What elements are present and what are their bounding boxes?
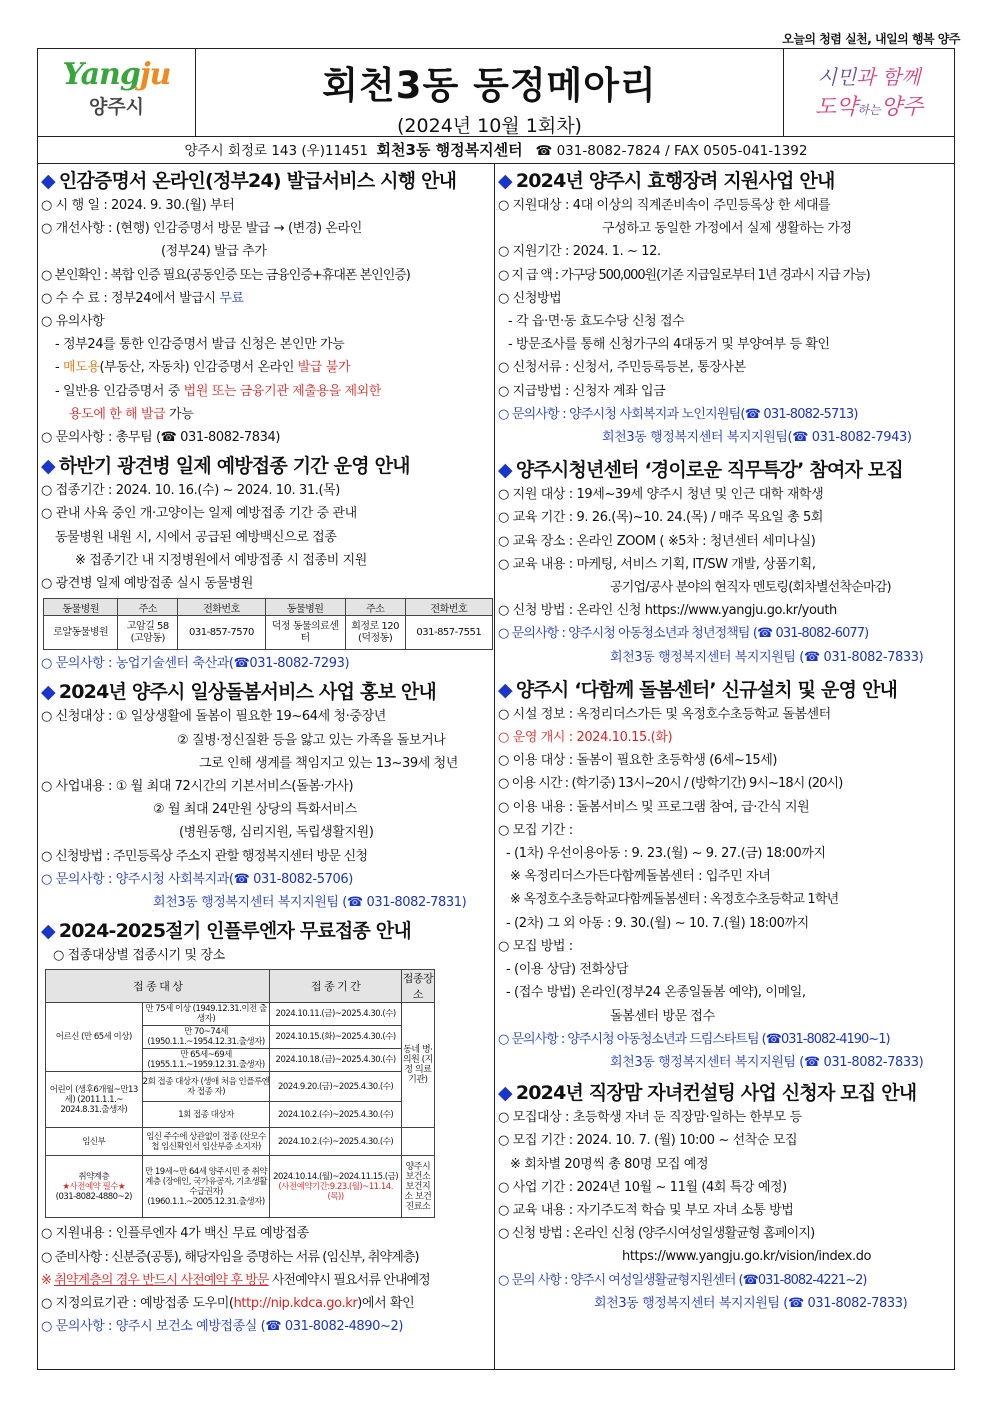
table-cell: 만 75세 이상 (1949.12.31.이전 출생자)	[142, 1003, 270, 1026]
text-line: ○ 접종기간 : 2024. 10. 16.(수) ~ 2024. 10. 31.(목)	[41, 483, 340, 499]
section-title: ◆ 양주시청년센터 ‘경이로운 직무특강’ 참여자 모집	[498, 459, 903, 482]
table-cell: 임신 주수에 상관없이 접종 (산모수첩 임신확인서 임산부증 소지자)	[142, 1128, 270, 1156]
text-line: ○ 운영 개시 : 2024.10.15.(화)	[498, 730, 673, 746]
table-cell	[401, 1128, 434, 1156]
text-line: ○ 신청대상 : ① 일상생활에 돌봄이 필요한 19~64세 청·중장년	[41, 709, 386, 725]
text-line: ② 질병·정신질환 등을 앓고 있는 가족을 돌보거나	[177, 732, 446, 748]
text-line: ○ 교육 기간 : 9. 26.(목)~10. 24.(목) / 매주 목요일 총 5회	[498, 510, 824, 526]
flu-schedule-table	[45, 969, 435, 1218]
text-line: ○ 지 급 액 : 가구당 500,000원(기존 지급일로부터 1년 경과시 지급 가능)	[498, 267, 870, 283]
table-cell: 2024.10.2.(수)~2025.4.30.(수)	[270, 1128, 401, 1156]
text-line: ○ 이용 시간 : (학기중) 13시~20시 / (방학기간) 9시~18시 (20시)	[498, 776, 843, 792]
text-line: ○ 지원 대상 : 19세~39세 양주시 청년 및 인근 대학 재학생	[498, 487, 824, 503]
diamond-icon: ◆	[41, 681, 55, 704]
diamond-icon: ◆	[498, 678, 512, 701]
text-line: ○ 지원기간 : 2024. 1. ~ 12.	[498, 244, 661, 260]
table-cell: 덕정 동물의료센터	[265, 616, 345, 650]
page-subtitle: (2024년 10월 1회차)	[397, 115, 582, 137]
table-cell: 만 19세~만 64세 양주시민 중 취약계층 (장애인, 국가유공자, 기초생활수급권자) (1960.1.1.~2005.12.31.출생자)	[142, 1156, 270, 1218]
text-line: 용도에 한 해 발급 가능	[69, 406, 194, 422]
text-line: 동물병원 내원 시, 시에서 공급된 예방백신으로 접종	[55, 529, 337, 545]
text-line: ○ 이용 대상 : 돌봄이 필요한 초등학생 (6세~15세)	[498, 753, 778, 769]
text-line: ② 월 최대 24만원 상당의 특화서비스	[153, 802, 357, 818]
section-title: ◆ 2024년 양주시 효행장려 지원사업 안내	[498, 170, 835, 192]
header	[38, 49, 954, 137]
text-line: ※ 취약계층의 경우 반드시 사전예약 후 방문 사전예약시 필요서류 안내예정	[41, 1272, 430, 1288]
table-cell: 고암길 58 (고암동)	[118, 616, 178, 650]
diamond-icon: ◆	[498, 170, 512, 192]
text-line: ○ 준비사항 : 신분증(공통), 해당자임을 증명하는 서류 (임신부, 취약계층)	[41, 1249, 419, 1265]
title-box	[196, 49, 784, 137]
text-line: ○ 지원대상 : 4대 이상의 직계존비속이 주민등록상 한 세대를	[498, 198, 831, 213]
text-line: - 방문조사를 통해 신청가구의 4대동거 및 부양여부 등 확인	[508, 337, 830, 353]
page-title: 회천3동 동정메아리	[322, 64, 657, 107]
text-line: ○ 시 행 일 : 2024. 9. 30.(월) 부터	[41, 198, 235, 213]
table-header: 동물병원	[265, 599, 345, 616]
slogan: 오늘의 청렴 실천, 내일의 행복 양주	[782, 32, 960, 46]
table-cell: 어린이 (생후6개월~만13세) (2011.1.1.~ 2024.8.31.출생자)	[46, 1072, 143, 1128]
table-cell: 2회 접종 대상자 (생애 처음 인플루엔자 접종 자)	[142, 1072, 270, 1102]
table-header: 주소	[345, 599, 405, 616]
table-cell: 임신부	[46, 1128, 143, 1156]
motto-text-3: 도약	[814, 95, 858, 120]
text-line: ※ 옥정호수초등학교다함께돌봄센터 : 옥정호수초등학교 1학년	[510, 892, 839, 908]
table-cell: 양주시 보건소 보건지소 보건진료소	[401, 1156, 434, 1218]
text-line: (정부24) 발급 추가	[161, 244, 267, 260]
table-row	[44, 616, 493, 650]
text-line: ○ 본인확인 : 복합 인증 필요(공동인증 또는 금융인증+휴대폰 본인인증)	[41, 267, 410, 283]
text-line: ○ 문의 사항 : 양주시 여성일생활균형지원센터 (☎031-8082-4221~2)	[498, 1272, 867, 1288]
table-row	[46, 1128, 435, 1156]
text-line: ○ 모집 기간 : 2024. 10. 7. (월) 10:00 ~ 선착순 모집	[498, 1133, 798, 1149]
text-line: ○ 신청방법 : 주민등록상 주소지 관할 행정복지센터 방문 신청	[41, 848, 368, 864]
table-cell: 2024.10.2.(수)~2025.4.30.(수)	[270, 1102, 401, 1128]
text-line: 회천3동 행정복지센터 복지지원팀 (☎ 031-8082-7833)	[610, 649, 924, 665]
section-title: ◆ 하반기 광견병 일제 예방접종 기간 운영 안내	[41, 455, 410, 478]
text-line: ○ 지급방법 : 신청자 계좌 입금	[498, 383, 666, 399]
text-line: - (2차) 그 외 아동 : 9. 30.(월) ~ 10. 7.(월) 18:00까지	[506, 915, 809, 931]
logo-text-en-1: Yang	[62, 57, 140, 92]
text-line: ○ 시설 정보 : 옥정리더스가든 및 옥정호수초등학교 돌봄센터	[498, 706, 831, 722]
text-line: ○ 수 수 료 : 정부24에서 발급시 무료	[41, 290, 244, 306]
text-line: ○ 모집대상 : 초등학생 자녀 둔 직장맘·일하는 한부모 등	[498, 1110, 802, 1126]
table-row	[46, 1156, 435, 1218]
text-line: ○ 문의사항 : 양주시청 아동청소년과 청년정책팀 (☎ 031-8082-6077)	[498, 626, 869, 642]
section-title: ◆ 2024년 직장맘 자녀컨설팅 사업 신청자 모집 안내	[498, 1082, 917, 1105]
text-line: ○ 문의사항 : 농업기술센터 축산과(☎031-8082-7293)	[41, 656, 350, 672]
text-line: ○ 모집 방법 :	[498, 938, 573, 954]
table-cell: 동네 병·의원 (지정 의료기관)	[401, 1003, 434, 1128]
table-cell: 취약계층 ★사전예약 필수★ (031-8082-4880~2)	[46, 1156, 143, 1218]
section-care-center	[495, 673, 954, 1074]
text-line: - 매도용(부동산, 자동차) 인감증명서 온라인 발급 불가	[55, 360, 351, 376]
diamond-icon: ◆	[41, 170, 55, 192]
table-cell: 로얄동물병원	[44, 616, 118, 650]
table-header: 동물병원	[44, 599, 118, 616]
motto-logo	[784, 49, 954, 137]
section-rabies	[38, 449, 494, 675]
text-line: ○ 문의사항 : 양주시청 사회복지과 노인지원팀(☎ 031-8082-5713)	[498, 406, 858, 422]
text-line: (병원동행, 심리지원, 독립생활지원)	[179, 825, 374, 841]
text-line: ○ 신청 방법 : 온라인 신청 (양주시여성일생활균형 홈페이지)	[498, 1226, 815, 1242]
newsletter-frame	[37, 48, 955, 1370]
text-line: ○ 문의사항 : 총무팀 (☎ 031-8082-7834)	[41, 430, 280, 446]
text-line: ○ 광견병 일제 예방접종 실시 동물병원	[41, 576, 253, 592]
hospital-table	[43, 598, 493, 650]
section-title: ◆ 양주시 ‘다함께 돌봄센터’ 신규설치 및 운영 안내	[498, 678, 898, 701]
logo-text-en-2: ju	[139, 57, 171, 92]
text-line: ○ 개선사항 : (현행) 인감증명서 방문 발급 → (변경) 온라인	[41, 221, 362, 237]
office-name: 회천3동 행정복지센터	[376, 141, 523, 159]
text-line: 회천3동 행정복지센터 복지지원팀 (☎ 031-8082-7831)	[153, 895, 467, 911]
table-cell: 2024.10.15.(화)~2025.4.30.(수)	[270, 1026, 401, 1049]
office-phone: ☎ 031-8082-7824 / FAX 0505-041-1392	[535, 143, 808, 159]
diamond-icon: ◆	[41, 455, 55, 478]
text-line: ○ 사업 기간 : 2024년 10월 ~ 11월 (4회 특강 예정)	[498, 1179, 787, 1195]
text-line: ○ 문의사항 : 양주시청 아동청소년과 드림스타트팀 (☎031-8082-4190~1)	[498, 1031, 890, 1047]
text-line: 회천3동 행정복지센터 복지지원팀(☎ 031-8082-7943)	[602, 430, 912, 446]
text-line: ○ 문의사항 : 양주시 보건소 예방접종실 (☎ 031-8082-4890~2)	[41, 1319, 404, 1335]
table-cell: 1회 접종 대상자	[142, 1102, 270, 1128]
table-header: 전화번호	[178, 599, 265, 616]
table-header: 접 종 기 간	[270, 970, 401, 1003]
motto-text-2: 과 함께	[856, 65, 921, 89]
table-cell: 031-857-7551	[405, 616, 492, 650]
text-line: 그로 인해 생계를 책임지고 있는 13~39세 청년	[199, 755, 458, 771]
motto-text-4: 하는	[857, 103, 881, 117]
yangju-logo	[38, 49, 196, 137]
diamond-icon: ◆	[41, 920, 55, 943]
text-line: ○ 사업내용 : ① 월 최대 72시간의 기본서비스(돌봄·가사)	[41, 779, 354, 795]
text-line: ○ 교육 장소 : 온라인 ZOOM ( ※5차 : 청년센터 세미나실)	[498, 533, 816, 549]
table-cell: 회정로 120 (덕정동)	[345, 616, 405, 650]
table-header: 주소	[118, 599, 178, 616]
text-line: 회천3동 행정복지센터 복지지원팀 (☎ 031-8082-7833)	[594, 1295, 908, 1311]
text-line: ○ 교육 내용 : 자기주도적 학습 및 부모 자녀 소통 방법	[498, 1202, 794, 1218]
section-seal-certificate	[38, 164, 494, 449]
text-line: ○ 모집 기간 :	[498, 822, 573, 838]
text-line: ○ 관내 사육 중인 개·고양이는 일제 예방접종 기간 중 관내	[41, 506, 357, 522]
text-line: ○ 신청서류 : 신청서, 주민등록등본, 통장사본	[498, 360, 746, 376]
table-header: 접 종 대 상	[46, 970, 270, 1003]
text-line: 공기업/공사 분야의 현직자 멘토링(회차별선착순마감)	[610, 580, 891, 596]
text-line: 회천3동 행정복지센터 복지지원팀 (☎ 031-8082-7833)	[610, 1054, 924, 1070]
diamond-icon: ◆	[498, 459, 512, 482]
left-column	[38, 164, 495, 1370]
section-daily-care	[38, 675, 494, 914]
text-line: ○ 유의사항	[41, 314, 105, 330]
table-cell: 만 65세~69세 (1955.1.1.~1959.12.31.출생자)	[142, 1049, 270, 1072]
section-title: ◆ 2024년 양주시 일상돌봄서비스 사업 홍보 안내	[41, 681, 436, 704]
text-line: - 정부24를 통한 인감증명서 발급 신청은 본인만 가능	[55, 337, 345, 353]
table-cell: 2024.10.14.(월)~2024.11.15.(금) (사전예약기간:9.23.(월)~11.14.(목))	[270, 1156, 401, 1218]
right-column	[495, 164, 954, 1370]
table-header: 접종장소	[401, 970, 434, 1003]
text-line: - 각 읍·면·동 효도수당 신청 접수	[508, 314, 685, 330]
text-line: - 일반용 인감증명서 중 법원 또는 금융기관 제출용을 제외한	[55, 383, 381, 399]
section-title: ◆ 인감증명서 온라인(정부24) 발급서비스 시행 안내	[41, 170, 457, 192]
section-filial-piety	[495, 164, 954, 449]
section-working-mom	[495, 1076, 954, 1315]
text-line: - (접수 방법) 온라인(정부24 온종일돌봄 예약), 이메일,	[506, 985, 806, 1001]
table-cell: 2024.10.11.(금)~2025.4.30.(수)	[270, 1003, 401, 1026]
table-cell: 만 70~74세 (1950.1.1.~1954.12.31.출생자)	[142, 1026, 270, 1049]
text-line: ○ 교육 내용 : 마케팅, 서비스 기획, IT/SW 개발, 상품기획,	[498, 556, 816, 572]
text-line: https://www.yangju.go.kr/vision/index.do	[622, 1249, 872, 1265]
diamond-icon: ◆	[498, 1082, 512, 1105]
text-line: - (이용 상담) 전화상담	[506, 962, 629, 978]
text-line: ※ 회차별 20명씩 총 80명 모집 예정	[510, 1156, 709, 1172]
text-line: ○ 신청 방법 : 온라인 신청 https://www.yangju.go.kr/youth	[498, 603, 837, 619]
table-row	[46, 1003, 435, 1026]
text-line: 구성하고 동일한 가정에서 실제 생활하는 가정	[602, 221, 852, 237]
text-line: 돌봄센터 방문 접수	[610, 1008, 715, 1024]
text-line: - (1차) 우선이용아동 : 9. 23.(월) ~ 9. 27.(금) 18:00까지	[506, 846, 826, 862]
table-cell: 2024.10.18.(금)~2025.4.30.(수)	[270, 1049, 401, 1072]
table-header: 전화번호	[405, 599, 492, 616]
text-line: ○ 문의사항 : 양주시청 사회복지과(☎ 031-8082-5706)	[41, 871, 353, 887]
address-bar	[38, 137, 954, 164]
address: 양주시 회정로 143 (우)11451	[184, 143, 368, 159]
section-title: ◆ 2024-2025절기 인플루엔자 무료접종 안내	[41, 920, 411, 943]
text-line: ○ 접종대상별 접종시기 및 장소	[53, 948, 225, 964]
table-cell: 어르신 (만 65세 이상)	[46, 1003, 143, 1072]
table-cell: 031-857-7570	[178, 616, 265, 650]
text-line: ○ 지원내용 : 인플루엔자 4가 백신 무료 예방접종	[41, 1226, 309, 1242]
table-cell: 2024.9.20.(금)~2025.4.30.(수)	[270, 1072, 401, 1102]
section-youth-center	[495, 453, 954, 669]
motto-text-5: 양주	[880, 95, 924, 120]
motto-text-1: 시민	[817, 65, 857, 89]
text-line: ※ 접종기간 내 지정병원에서 예방접종 시 접종비 지원	[75, 552, 367, 568]
text-line: ○ 이용 내용 : 돌봄서비스 및 프로그램 참여, 급·간식 지원	[498, 799, 810, 815]
logo-text-ko: 양주시	[88, 96, 145, 118]
text-line: ○ 지정의료기관 : 예방접종 도우미(http://nip.kdca.go.kr)에서 확인	[41, 1296, 415, 1312]
text-line: ○ 신청방법	[498, 290, 562, 306]
text-line: ※ 옥정리더스가든다함께돌봄센터 : 입주민 자녀	[510, 869, 771, 885]
table-row	[46, 1072, 435, 1102]
section-influenza	[38, 914, 494, 1338]
